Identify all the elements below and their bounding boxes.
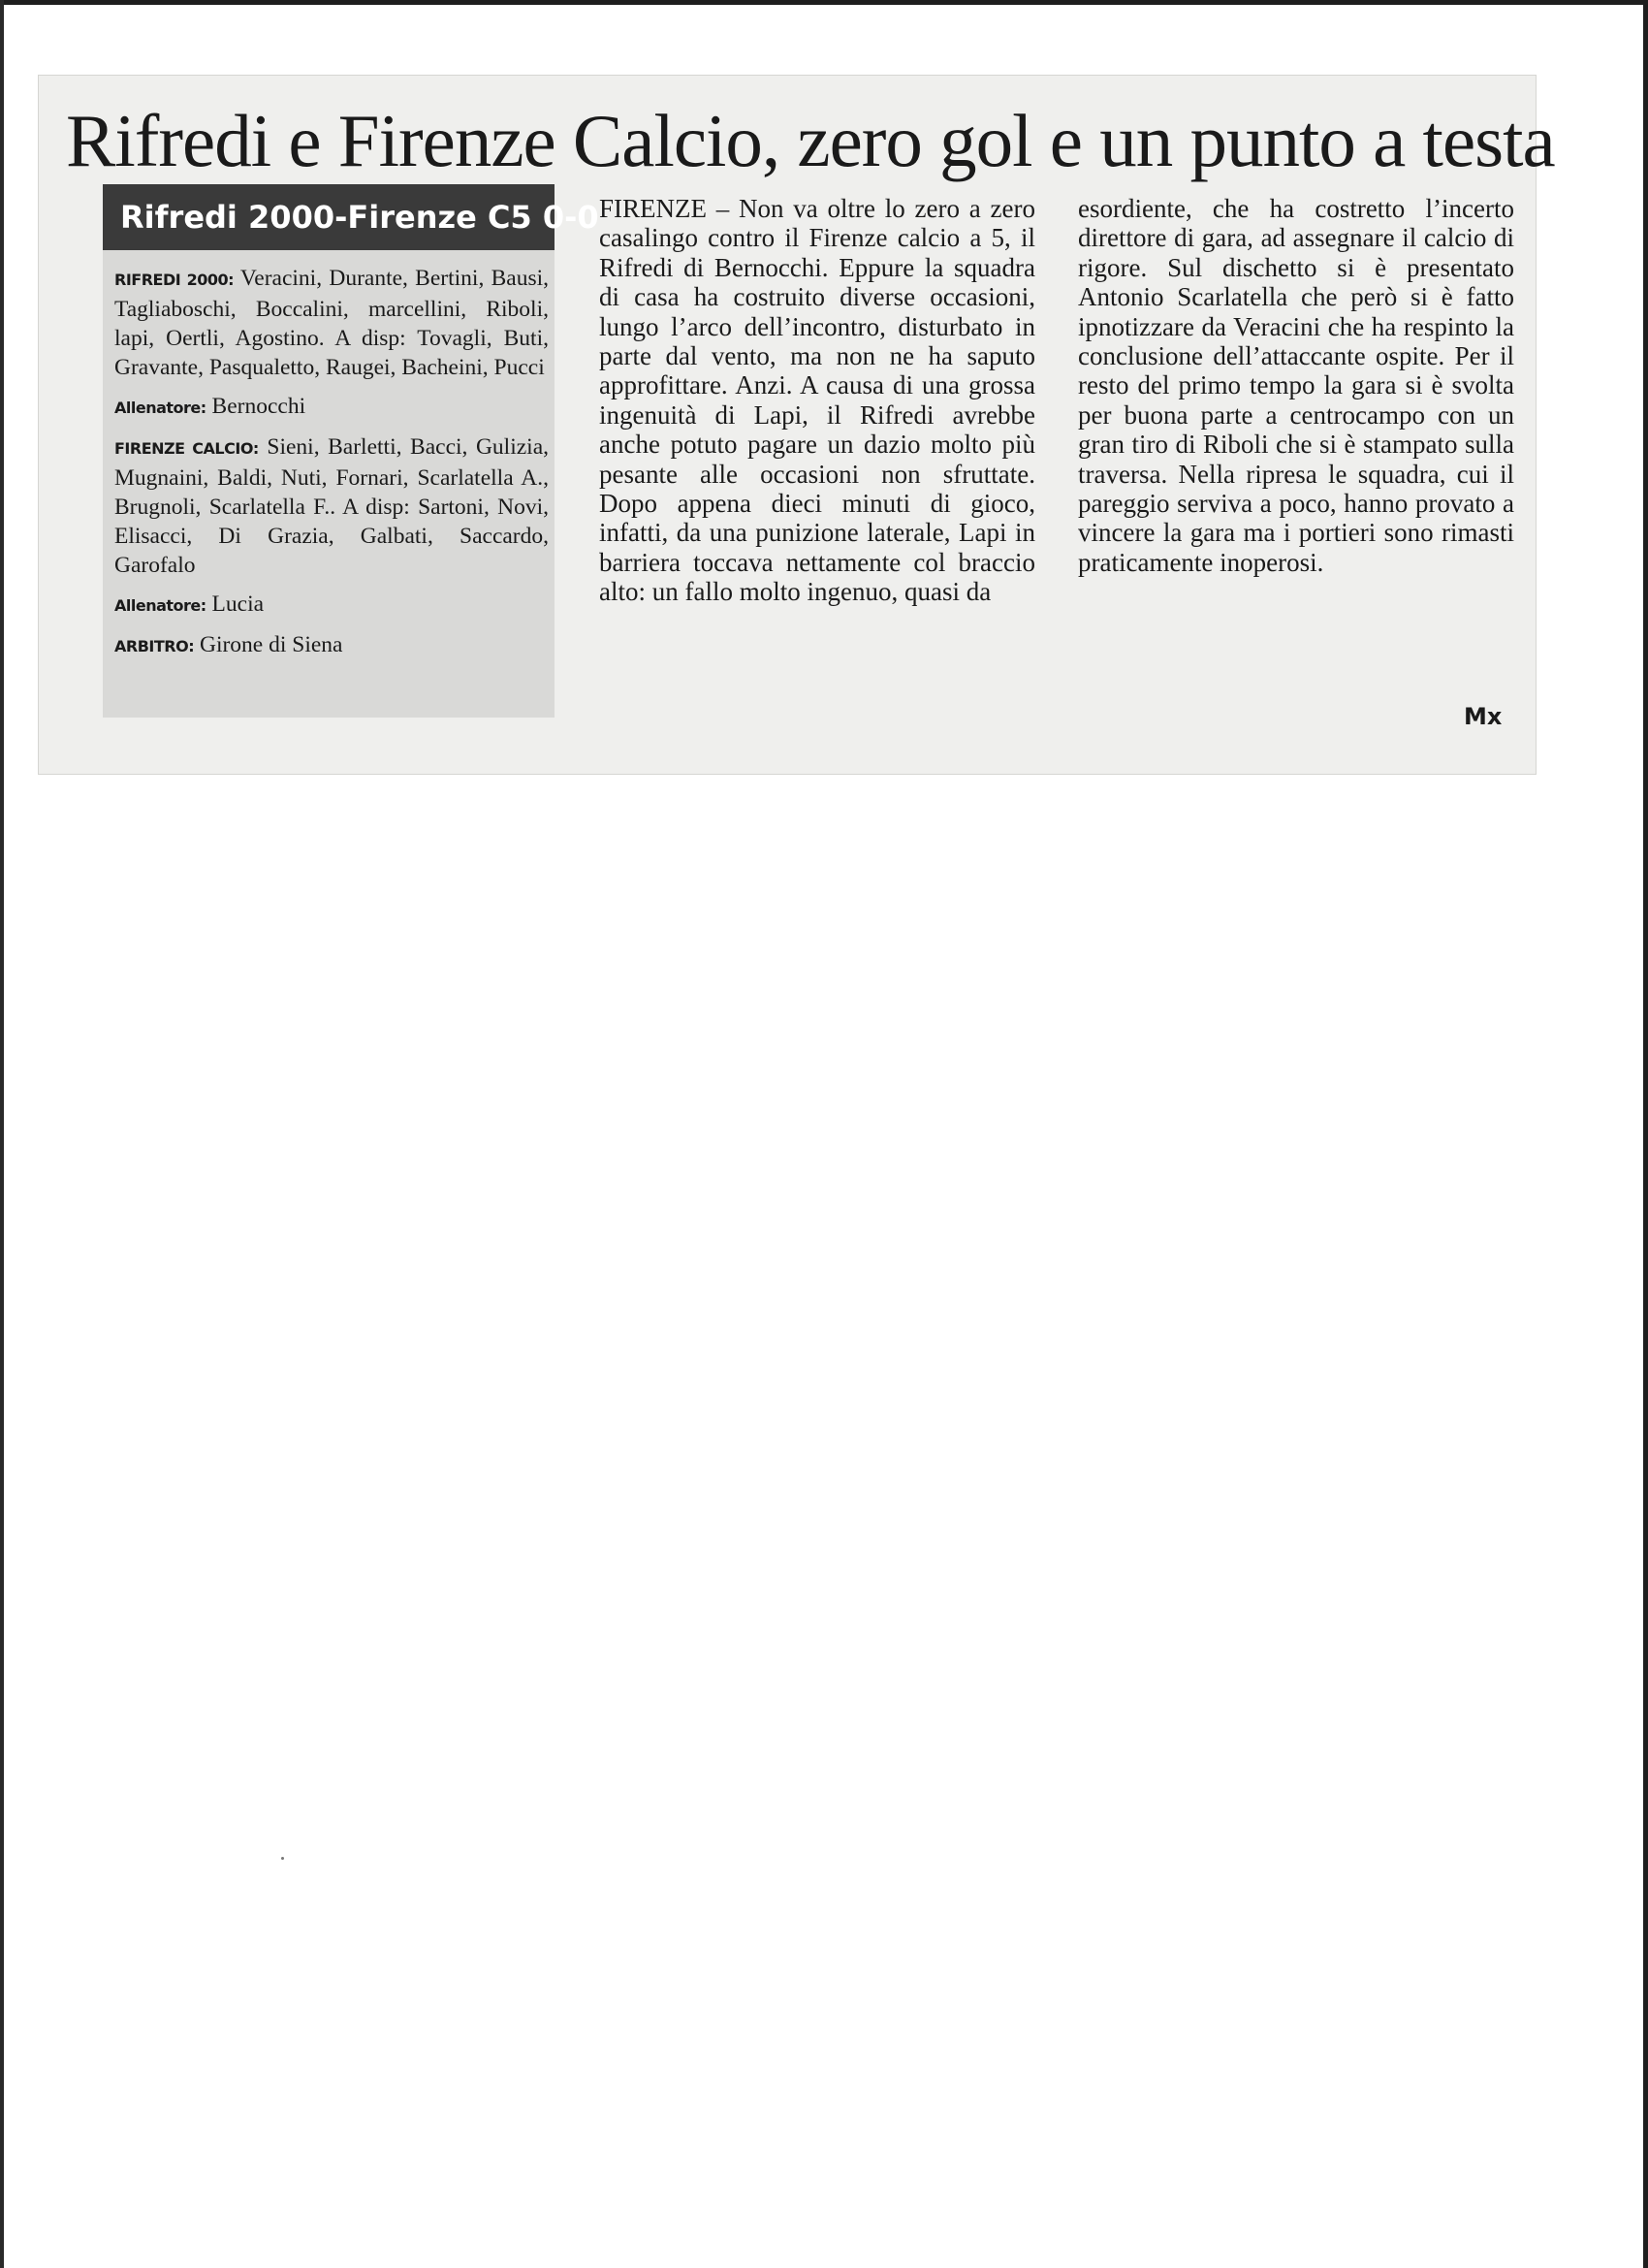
referee-name: Girone di Siena [199, 632, 343, 657]
scan-speck [281, 1857, 284, 1860]
referee [114, 630, 549, 661]
article-column-2 [1078, 194, 1514, 577]
article-column-1 [599, 194, 1035, 607]
away-lineup [114, 432, 549, 580]
article-headline: Rifredi e Firenze Calcio, zero gol e un punto a testa [66, 99, 1555, 182]
away-coach [114, 590, 549, 621]
lineups [114, 264, 549, 671]
scan-border-right [1643, 0, 1648, 2268]
scan-border-top [0, 0, 1648, 5]
away-coach-label: Allenatore: [114, 596, 206, 615]
home-coach [114, 392, 549, 423]
away-coach-name: Lucia [211, 591, 265, 617]
scan-border-left [0, 0, 4, 2268]
home-lineup [114, 264, 549, 382]
score-line: Rifredi 2000-Firenze C5 0-0 [103, 184, 555, 250]
referee-label: ARBITRO: [114, 637, 195, 655]
home-team-label: RIFREDI 2000: [114, 271, 235, 289]
home-coach-label: Allenatore: [114, 399, 206, 417]
home-players: Veracini, Durante, Bertini, Bausi, Tagliaboschi, Boccalini, marcellini, Riboli, lapi, Oertli, Agostino. A disp: Tovagli, Buti, Gravante, Pasqualetto, Raugei, Bacheini, Pucci [114, 266, 549, 380]
away-team-label: FIRENZE CALCIO: [114, 439, 259, 458]
home-coach-name: Bernocchi [211, 394, 306, 419]
article-body-part-2: esordiente, che ha costretto l’incerto direttore di gara, ad assegnare il calcio di rigore. Sul dischetto si è presentato Antonio Scarlatella che però si è fatto ipnotizzare da Veracini che ha respinto la conclusione dell’attaccante ospite. Per il resto del primo tempo la gara si è svolta per buona parte a centrocampo con un gran tiro di Riboli che si è stampato sulla traversa. Nella ripresa le squadra, cui il pareggio serviva a poco, hanno provato a vincere la gara ma i portieri sono rimasti praticamente inoperosi. [1078, 194, 1514, 577]
match-sidebar [103, 184, 599, 718]
article-body-part-1: FIRENZE – Non va oltre lo zero a zero casalingo contro il Firenze calcio a 5, il Rifredi di Bernocchi. Eppure la squadra di casa ha costruito diverse occasioni, lungo l’arco dell’incontro, disturbato in parte dal vento, ma non ne ha saputo approfittare. Anzi. A causa di una grossa ingenuità di Lapi, il Rifredi avrebbe anche potuto pagare un dazio molto più pesante alle occasioni non sfruttate. Dopo appena dieci minuti di gioco, infatti, da una punizione laterale, Lapi in barriera toccava nettamente col braccio alto: un fallo molto ingenuo, quasi da [599, 194, 1035, 607]
author-signature: Mx [1464, 703, 1503, 730]
away-players: Sieni, Barletti, Bacci, Gulizia, Mugnaini, Baldi, Nuti, Fornari, Scarlatella A., Brugnoli, Scarlatella F.. A disp: Sartoni, Novi, Elisacci, Di Grazia, Galbati, Saccardo, Garofalo [114, 434, 550, 578]
